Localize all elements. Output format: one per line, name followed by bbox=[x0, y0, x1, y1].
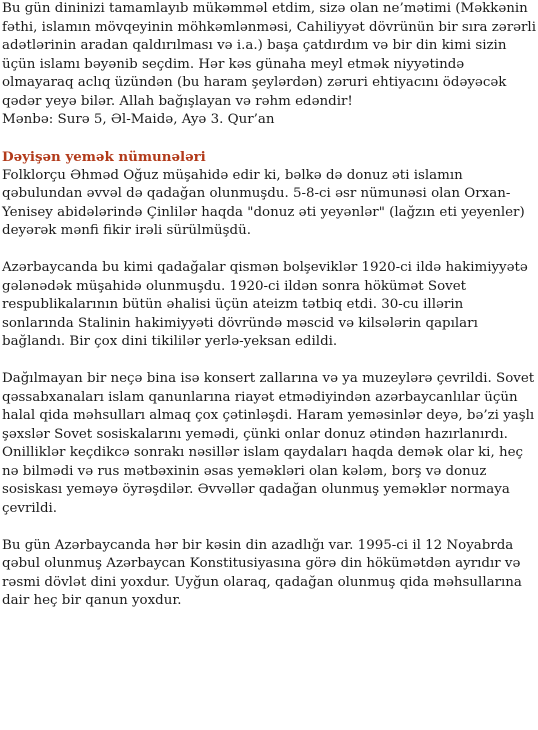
paragraph-gap bbox=[2, 518, 538, 537]
paragraph-gap bbox=[2, 352, 538, 371]
source-line: Mənbə: Surə 5, Əl-Maidə, Ayə 3. Qur’an bbox=[2, 112, 275, 127]
section-heading: Dəyişən yemək nümunələri bbox=[2, 149, 206, 165]
body-paragraph-3: Dağılmayan bir neçə bina isə konsert zallarına və ya muzeylərə çevrildi. Sovet qəssabxanaları islam qanunlarına riayət etmədiyindən azərbaycanlılar üçün halal qida məhsulları almaq çox çətinləşdi. Haram yeməsinlər deyə, bə’zi yaşlı şəxslər Sovet sosiskalarını yemədi, çünki onlar donuz ətindən hazırlanırdı. Onilliklər keçdikcə sonrakı nəsillər islam qaydaları haqda demək olar ki, heç nə bilmədi və rus mətbəxinin əsas yeməkləri olan kələm, borş və donuz sosiskası yeməyə öyrəşdilər. Əvvəllər qadağan olunmuş yeməklər normaya çevrildi. bbox=[2, 371, 535, 516]
paragraph-gap bbox=[2, 241, 538, 260]
quote-paragraph: Bu gün dininizi tamamlayıb mükəmməl etdim, sizə olan ne’mətimi (Məkkənin fəthi, islamın mövqeyinin möhkəmlənməsi, Cahiliyyət dövrünün bir sıra zərərli adətlərinin aradan qaldırılması və i.a.) başa çatdırdım və bir din kimi sizin üçün islamı bəyənib seçdim. Hər kəs günaha meyl etmək niyyətində olmayaraq aclıq üzündən (bu haram şeylərdən) zəruri ehtiyacını ödəyəcək qədər yeyə bilər. Allah bağışlayan və rəhm edəndir! bbox=[2, 1, 536, 109]
body-paragraph-2: Azərbaycanda bu kimi qadağalar qismən bolşeviklər 1920-ci ildə hakimiyyətə gələnədək müşahidə olunmuşdu. 1920-ci ildən sonra hökümət Sovet respublikalarının bütün əhalisi üçün ateizm tətbiq etdi. 30-cu illərin sonlarında Stalinin hakimiyyəti dövründə məscid və kilsələrin qapıları bağlandı. Bir çox dini tikililər yerlə-yeksan edildi. bbox=[2, 260, 528, 349]
body-paragraph-1: Folklorçu Əhməd Oğuz müşahidə edir ki, bəlkə də donuz əti islamın qəbulundan əvvəl də qadağan olunmuşdu. 5-8-ci əsr nümunəsi olan Orxan-Yenisey abidələrində Çinlilər haqda "donuz əti yeyənlər" (lağzın eti yeyenler) deyərək mənfi fikir irəli sürülmüşdü. bbox=[2, 167, 525, 238]
body-paragraph-4: Bu gün Azərbaycanda hər bir kəsin din azadlığı var. 1995-ci il 12 Noyabrda qəbul olunmuş Azərbaycan Konstitusiyasına görə din hökümətdən ayrıdır və rəsmi dövlət dini yoxdur. Uyğun olaraq, qadağan olunmuş qida məhsullarına dair heç bir qanun yoxdur. bbox=[2, 537, 522, 608]
